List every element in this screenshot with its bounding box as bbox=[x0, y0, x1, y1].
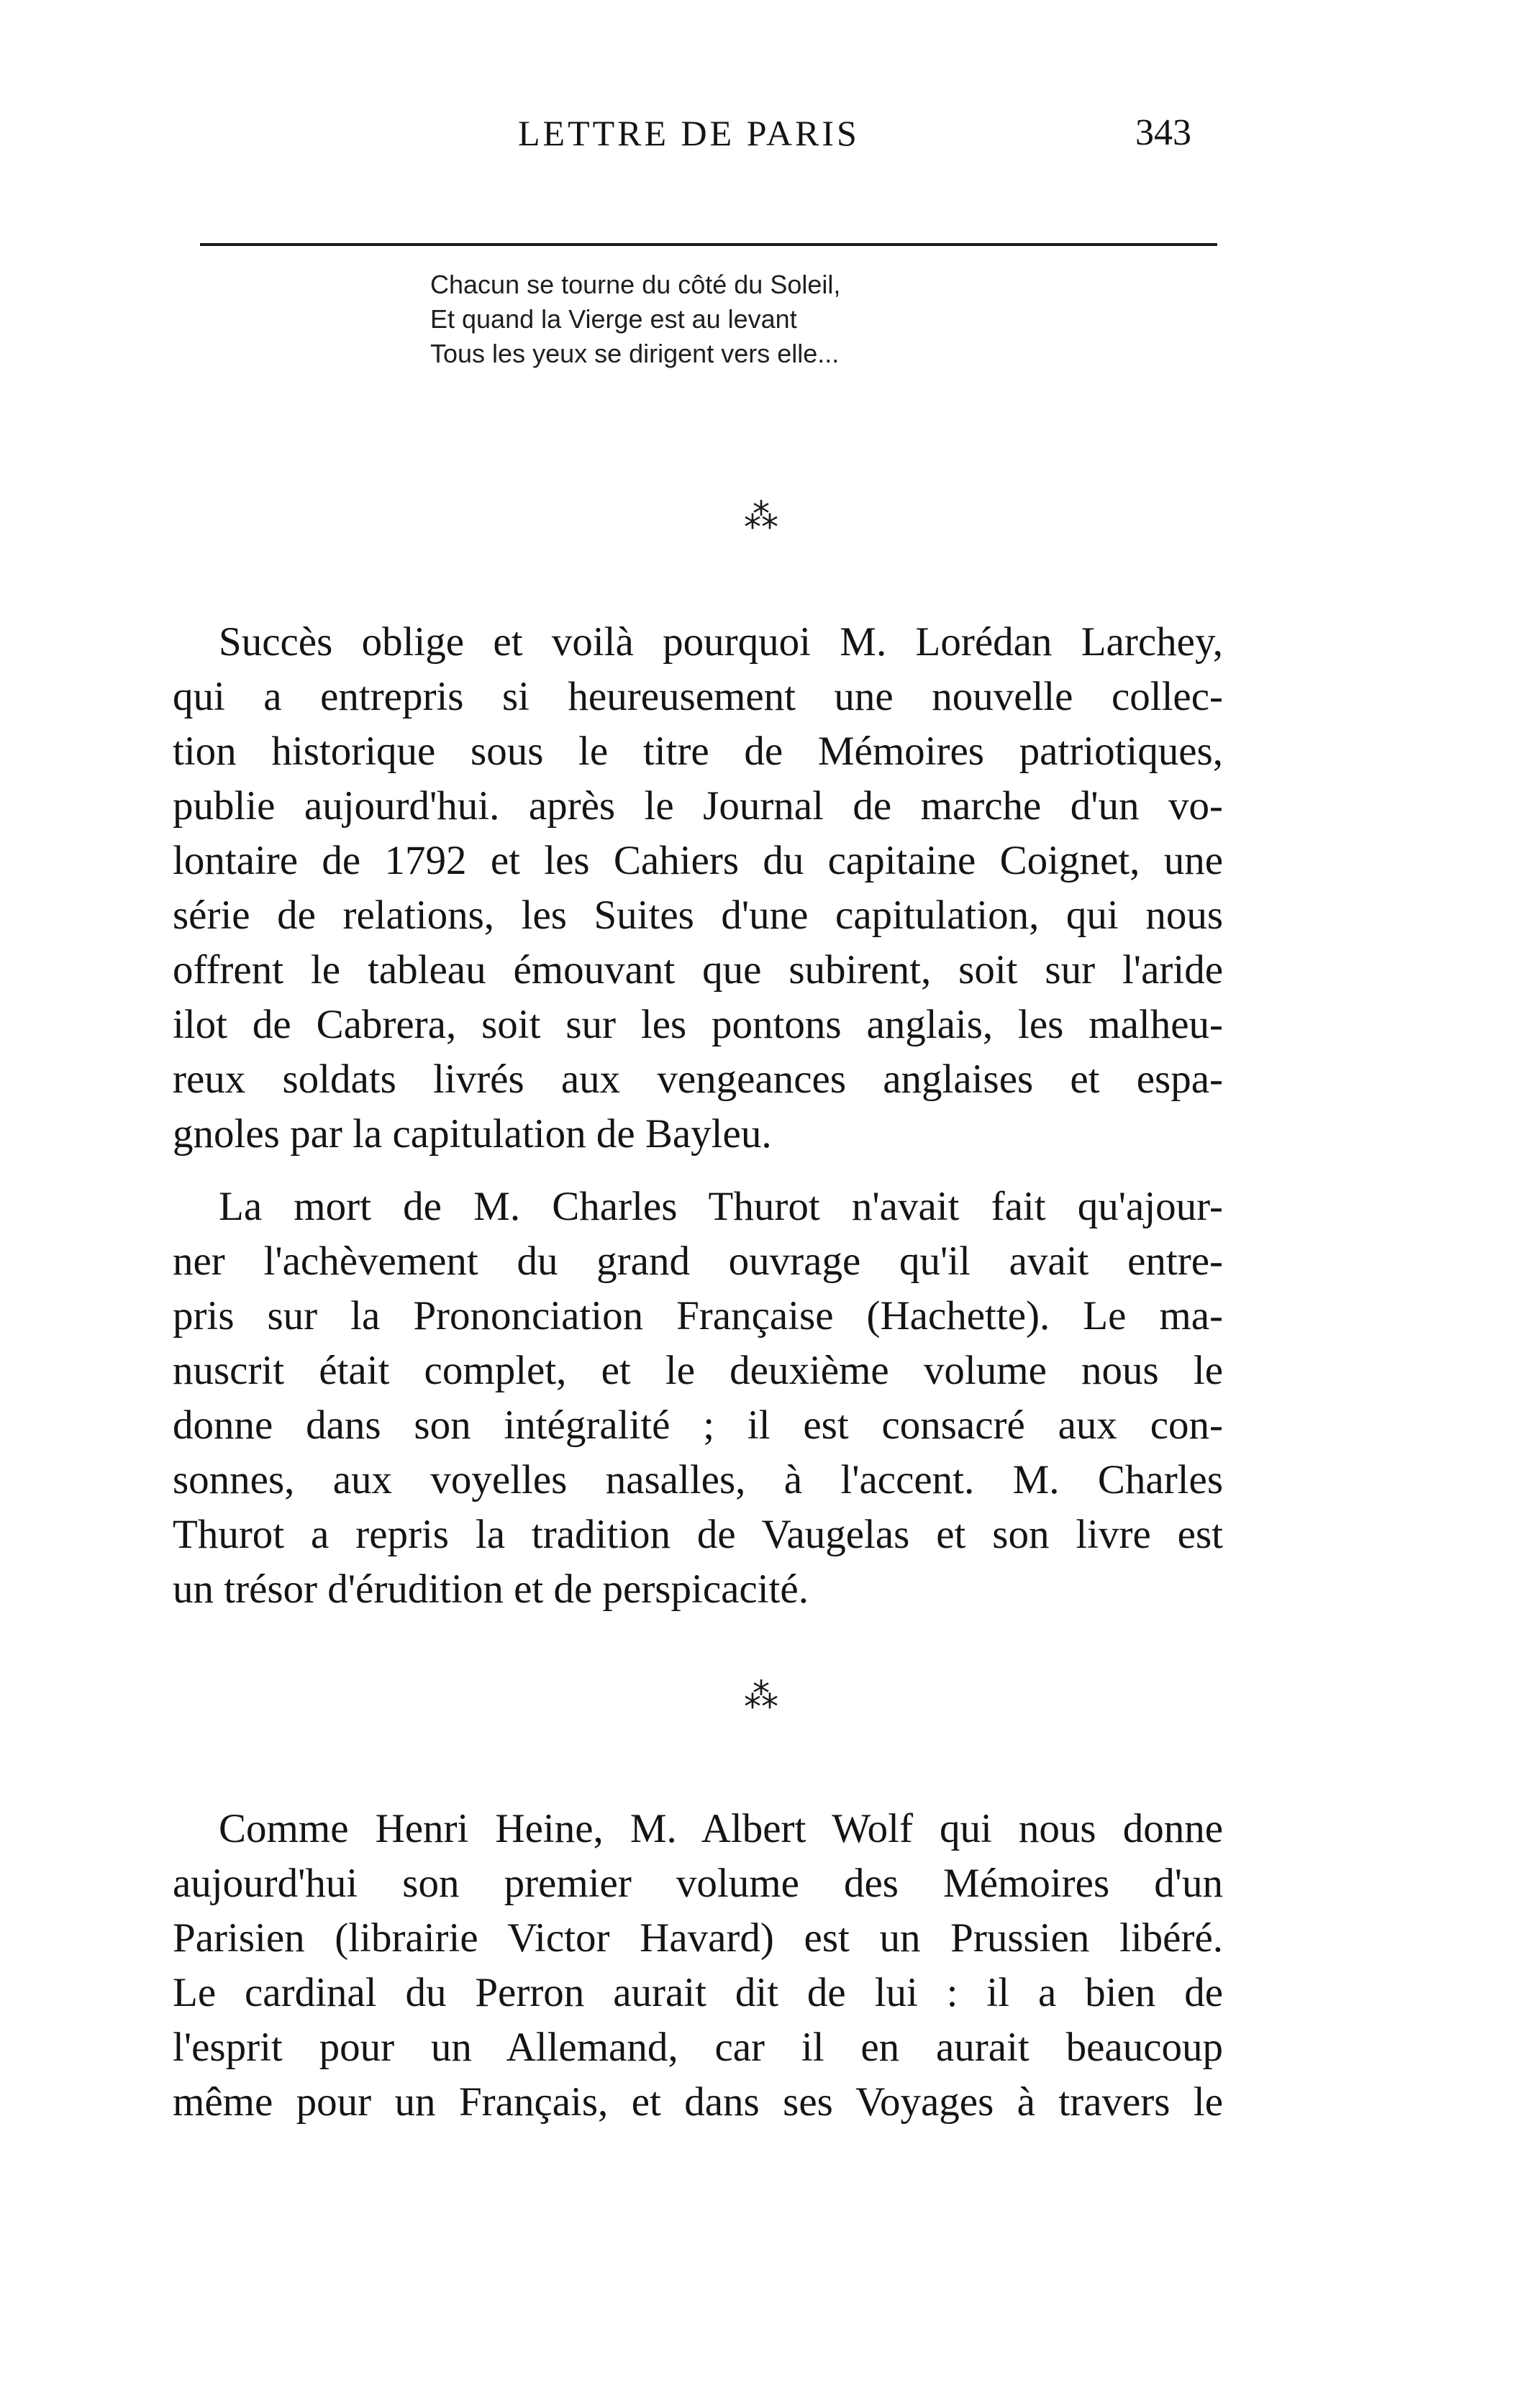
text-line: reux soldats livrés aux vengeances anglaises et espa- bbox=[173, 1057, 1223, 1102]
header-rule bbox=[200, 243, 1217, 246]
running-title: LETTRE DE PARIS bbox=[518, 113, 860, 153]
text-line: ilot de Cabrera, soit sur les pontons anglais, les malheu- bbox=[173, 1002, 1223, 1047]
text-line: pris sur la Prononciation Française (Hachette). Le ma- bbox=[173, 1293, 1223, 1338]
text-line: Le cardinal du Perron aurait dit de lui : il a bien de bbox=[173, 1970, 1223, 2015]
text-line: offrent le tableau émouvant que subirent, soit sur l'aride bbox=[173, 947, 1223, 993]
text-line: tion historique sous le titre de Mémoires patriotiques, bbox=[173, 729, 1223, 774]
text-line: même pour un Français, et dans ses Voyages à travers le bbox=[173, 2079, 1223, 2125]
text-line: La mort de M. Charles Thurot n'avait fait qu'ajour- bbox=[219, 1184, 1223, 1229]
text-line: série de relations, les Suites d'une capitulation, qui nous bbox=[173, 893, 1223, 938]
text-line: sonnes, aux voyelles nasalles, à l'accent. M. Charles bbox=[173, 1457, 1223, 1502]
text-line: publie aujourd'hui. après le Journal de marche d'un vo- bbox=[173, 783, 1223, 829]
text-line: ner l'achèvement du grand ouvrage qu'il avait entre- bbox=[173, 1239, 1223, 1284]
running-head bbox=[0, 108, 1518, 158]
asterism-separator: ⁂ bbox=[744, 1676, 774, 1716]
text-line: aujourd'hui son premier volume des Mémoires d'un bbox=[173, 1861, 1223, 1906]
verse-line: Chacun se tourne du côté du Soleil, bbox=[430, 270, 841, 299]
asterism-separator: ⁂ bbox=[744, 496, 774, 537]
paragraph-wolf bbox=[173, 1802, 1223, 2130]
text-line: un trésor d'érudition et de perspicacité. bbox=[173, 1566, 809, 1612]
text-line: Succès oblige et voilà pourquoi M. Lorédan Larchey, bbox=[219, 619, 1223, 665]
text-line: qui a entrepris si heureusement une nouvelle collec- bbox=[173, 674, 1223, 719]
text-line: Thurot a repris la tradition de Vaugelas et son livre est bbox=[173, 1512, 1223, 1557]
text-line: lontaire de 1792 et les Cahiers du capitaine Coignet, une bbox=[173, 838, 1223, 883]
verse-quote bbox=[430, 268, 1222, 371]
text-line: Parisien (librairie Victor Havard) est un Prussien libéré. bbox=[173, 1915, 1223, 1961]
text-line: gnoles par la capitulation de Bayleu. bbox=[173, 1111, 772, 1157]
verse-line: Et quand la Vierge est au levant bbox=[430, 304, 797, 334]
text-line: Comme Henri Heine, M. Albert Wolf qui nous donne bbox=[219, 1806, 1223, 1851]
paragraph-larchey bbox=[173, 615, 1223, 1162]
text-line: nuscrit était complet, et le deuxième volume nous le bbox=[173, 1348, 1223, 1393]
verse-line: Tous les yeux se dirigent vers elle... bbox=[430, 339, 840, 368]
paragraph-thurot bbox=[173, 1180, 1223, 1617]
text-line: l'esprit pour un Allemand, car il en aurait beaucoup bbox=[173, 2025, 1223, 2070]
page-number: 343 bbox=[1135, 112, 1191, 153]
text-line: donne dans son intégralité ; il est consacré aux con- bbox=[173, 1403, 1223, 1448]
